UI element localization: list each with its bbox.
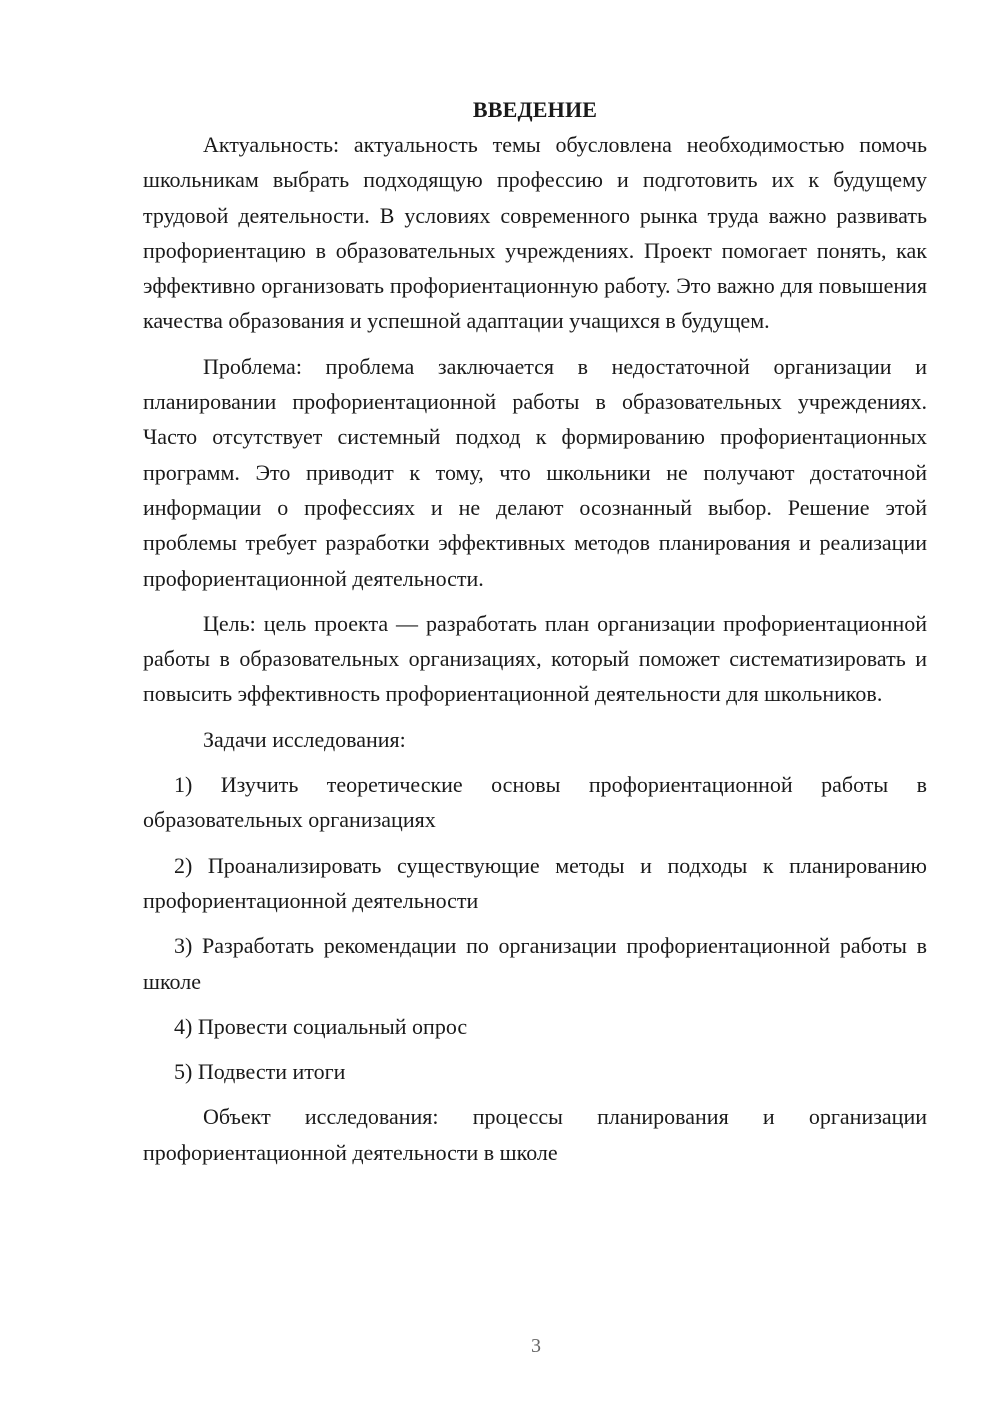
page-number: 3 <box>531 1335 541 1357</box>
paragraph-object: Объект исследования: процессы планирования и организации профориентационной деятельности в школе <box>143 1104 927 1165</box>
section-heading: ВВЕДЕНИЕ <box>472 97 598 122</box>
task-item: 2) Проанализировать существующие методы и подходы к планированию профориентационной деятельности <box>143 852 927 913</box>
paragraph-problem: Проблема: проблема заключается в недостаточной организации и планировании профориентационной работы в образовательных учреждениях. Часто отсутствует системный подход к формированию профориентационных программ. Это приводит к тому, что школьники не получают достаточной информации о профессиях и не делают осознанный выбор. Решение этой проблемы требует разработки эффективных методов планирования и реализации профориентационной деятельности. <box>143 353 927 591</box>
task-item: 3) Разработать рекомендации по организации профориентационной работы в школе <box>143 933 927 994</box>
tasks-list <box>143 767 927 1089</box>
paragraph-goal: Цель: цель проекта — разработать план организации профориентационной работы в образовательных организациях, который поможет систематизировать и повысить эффективность профориентационной деятельности для школьников. <box>143 610 927 707</box>
tasks-title: Задачи исследования: <box>203 726 406 752</box>
document-page <box>143 92 927 1180</box>
task-item: 5) Подвести итоги <box>174 1059 346 1085</box>
task-item: 4) Провести социальный опрос <box>174 1013 468 1039</box>
task-item: 1) Изучить теоретические основы профориентационной работы в образовательных организациях <box>143 772 927 833</box>
paragraph-relevance: Актуальность: актуальность темы обусловлена необходимостью помочь школьникам выбрать подходящую профессию и подготовить их к будущему трудовой деятельности. В условиях современного рынка труда важно развивать профориентацию в образовательных учреждениях. Проект помогает понять, как эффективно организовать профориентационную работу. Это важно для повышения качества образования и успешной адаптации учащихся в будущем. <box>143 132 927 334</box>
